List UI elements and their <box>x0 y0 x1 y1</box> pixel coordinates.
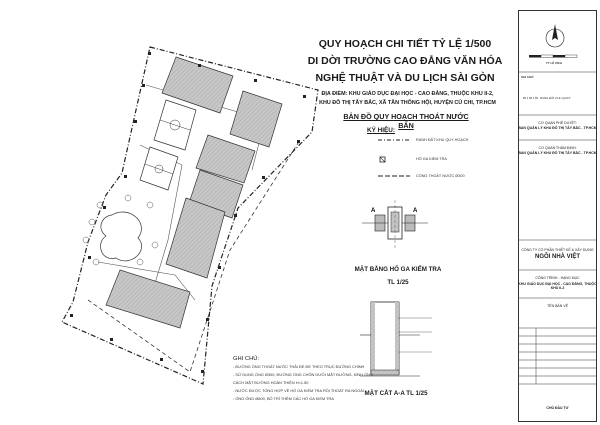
section-mark-a-left: A <box>371 208 376 214</box>
company-label: CÔNG TY CỔ PHẦN THIẾT KẾ & XÂY DỰNG <box>521 248 594 252</box>
appraisal-agency: BAN QUẢN LÝ KHU ĐÔ THỊ TÂY BẮC - TP.HCM <box>518 151 597 155</box>
note-line: - NƯỚC ĐƯỢC TỔNG HỢP VỀ HỐ GA KIỂM TRA RỒI THOÁT RA NGOÀI <box>233 388 364 393</box>
plan-title-line-3: NGHỆ THUẬT VÀ DU LỊCH SÀI GÒN <box>315 72 495 84</box>
legend-title: KÝ HIỆU: <box>367 127 396 134</box>
manhole-section-detail <box>360 302 432 376</box>
company-name: NGÔI NHÀ VIỆT <box>534 254 580 260</box>
notes-title: GHI CHÚ: <box>233 356 260 362</box>
map-title: BẢN ĐỒ QUY HOẠCH THOÁT NƯỚC BẨN <box>343 112 469 130</box>
plan-title-line-1: QUY HOẠCH CHI TIẾT TỶ LỆ 1/500 <box>318 38 492 50</box>
approval-agency: BAN QUẢN LÝ KHU ĐÔ THỊ TÂY BẮC - TP.HCM <box>518 126 597 130</box>
address-line-1: ĐỊA ĐIỂM: KHU GIÁO DỤC ĐẠI HỌC - CAO ĐẲNG, THUỘC KHU II-2, <box>321 91 494 97</box>
plan-title-line-2: DI DỜI TRƯỜNG CAO ĐẲNG VĂN HÓA <box>307 55 503 67</box>
legend-label-pipe: CỐNG THOÁT NƯỚC Ø300 <box>416 174 465 178</box>
legend-label-boundary: RANH ĐẤT KHU QUY HOẠCH <box>416 138 469 142</box>
address-line-2: KHU ĐÔ THỊ TÂY BẮC, XÃ TÂN THÔNG HỘI, HUYỆN CỦ CHI, TP.HCM <box>319 100 496 106</box>
manhole-plan-title: MẶT BẰNG HỐ GA KIỂM TRA <box>354 266 442 273</box>
manhole-section-title: MẶT CẮT A-A TL 1/25 <box>364 390 428 397</box>
note-line: - SỬ DỤNG ỐNG Ø300, ĐƯỜNG ỐNG CHÔN DƯỚI MẶT ĐƯỜNG, KÍNH ỐNG <box>233 372 373 377</box>
approval-agency-label: CƠ QUAN PHÊ DUYỆT: <box>538 121 577 125</box>
appraisal-agency-label: CƠ QUAN THẨM ĐỊNH: <box>538 146 577 150</box>
title-block-footer: CHỦ ĐẦU TƯ <box>546 406 569 410</box>
pond <box>101 212 142 261</box>
note-line: - ỐNG ỐNG Ø800, BỐ TRÍ THÊM CÁC HỐ GA KIỂM TRA <box>233 396 334 401</box>
scale-label: TỶ LỆ XÍCH <box>546 61 562 65</box>
title-block-legend-note: RANH ĐẤT KHU QHCT <box>540 96 571 100</box>
note-line: CÁCH MẶT ĐƯỜNG HOÀN THIỆN H=1.50 <box>233 380 309 385</box>
section-mark-a-right: A <box>413 208 418 214</box>
legend-label-manhole: HỐ GA KIỂM TRA <box>416 157 447 161</box>
title-block-notes-label: GHI CHÚ: <box>521 75 535 79</box>
manhole-plan-scale: TL 1/25 <box>387 279 409 286</box>
sheet-name-label: TÊN BẢN VẼ <box>547 304 568 308</box>
project-label: CÔNG TRÌNH - HẠNG MỤC <box>535 276 580 280</box>
title-block <box>518 10 597 422</box>
note-line: - ĐƯỜNG ỐNG THOÁT NƯỚC THẢI ĐỂ ĐỂ THEO TRỤC ĐƯỜNG CHÍNH <box>233 364 365 369</box>
project-name: KHU GIÁO DỤC ĐẠI HỌC - CAO ĐẲNG, THUỘC KHU II-2 <box>518 282 597 290</box>
